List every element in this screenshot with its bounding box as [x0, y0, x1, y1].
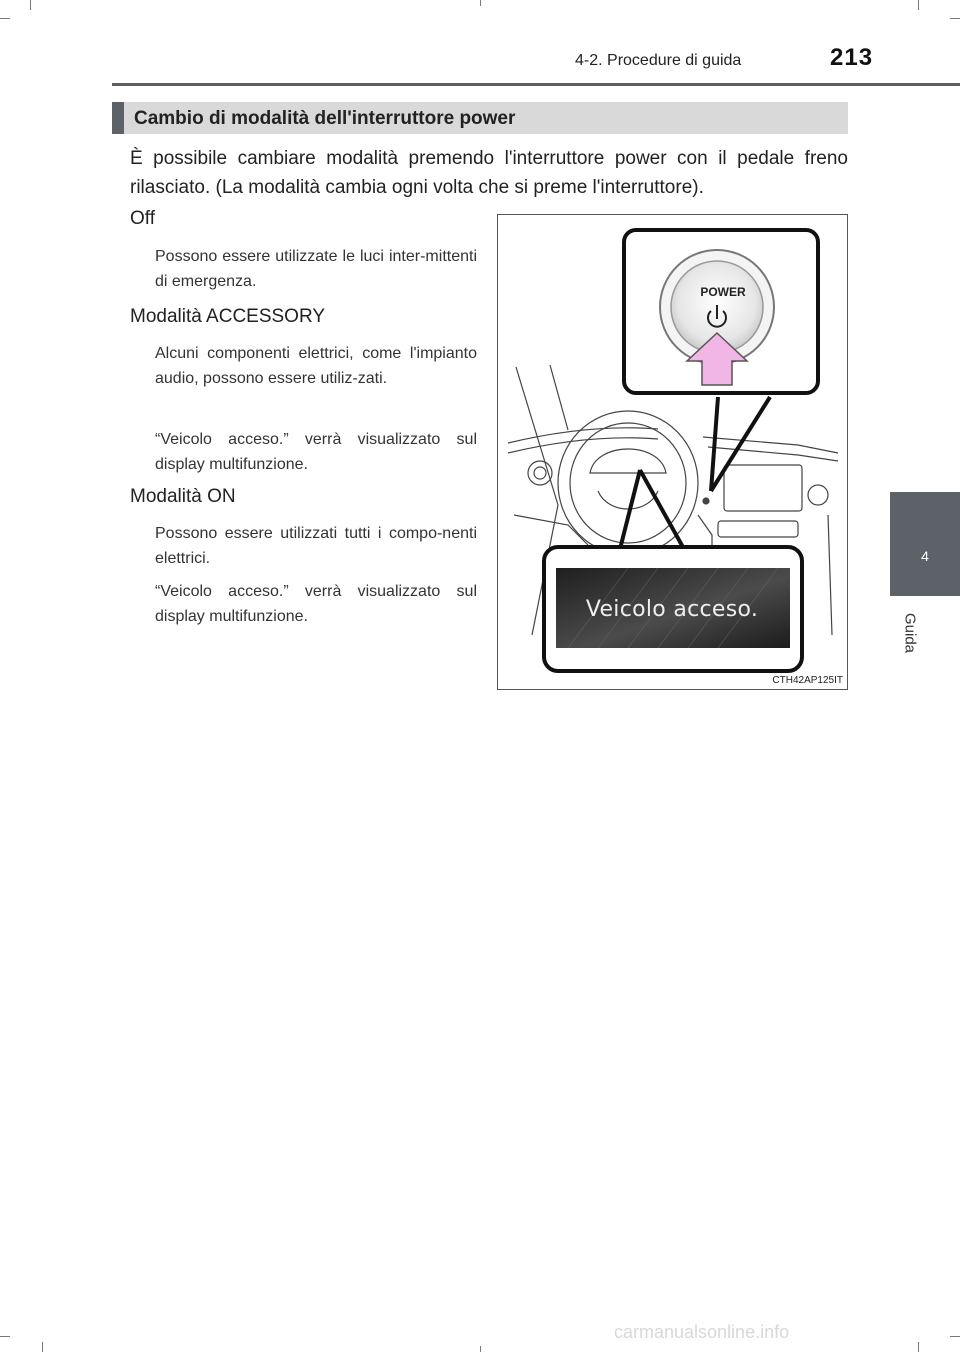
- crop-mark: [42, 1342, 43, 1352]
- mode-text-on-1: Possono essere utilizzati tutti i compo-nenti elettrici.: [155, 525, 477, 567]
- crop-mark: [950, 1336, 960, 1337]
- crop-mark: [480, 0, 481, 6]
- mode-text-on-2: “Veicolo acceso.” verrà visualizzato sul display multifunzione.: [155, 583, 477, 625]
- chapter-label: [895, 608, 925, 658]
- crop-mark: [950, 18, 960, 19]
- chapter-label-text: Guida: [901, 612, 919, 654]
- crop-mark: [480, 1346, 481, 1352]
- chapter-number: 4: [921, 548, 929, 564]
- header-divider: [112, 83, 960, 86]
- chapter-tab[interactable]: [890, 492, 960, 596]
- mode-title-accessory: Modalità ACCESSORY: [130, 306, 326, 327]
- mode-text-accessory-2: “Veicolo acceso.” verrà visualizzato sul display multifunzione.: [155, 431, 477, 473]
- crop-mark: [918, 1342, 919, 1352]
- watermark: carmanualsonline.info: [614, 1322, 790, 1342]
- page-number: 213: [830, 44, 874, 71]
- power-switch-illustration: [497, 214, 848, 690]
- section-heading-text: Cambio di modalità dell'interruttore power: [134, 108, 516, 129]
- crop-mark: [0, 1336, 10, 1337]
- crop-mark: [0, 18, 10, 19]
- mode-text-off: Possono essere utilizzate le luci inter-mittenti di emergenza.: [155, 248, 477, 290]
- power-button-label: POWER: [700, 285, 746, 299]
- intro-paragraph: È possibile cambiare modalità premendo l'interruttore power con il pedale freno rilasciato. (La modalità cambia ogni volta che si preme l'interruttore).: [130, 148, 848, 198]
- callout-connector: [711, 397, 770, 491]
- mode-title-on: Modalità ON: [130, 486, 236, 507]
- section-heading: [112, 102, 848, 134]
- crop-mark: [30, 0, 31, 10]
- mode-title-off: Off: [130, 208, 155, 229]
- figure-code: CTH42AP125IT: [772, 675, 843, 686]
- mode-text-accessory-1: Alcuni componenti elettrici, come l'impianto audio, possono essere utiliz-zati.: [155, 345, 477, 387]
- running-header: 4-2. Procedure di guida: [575, 52, 742, 69]
- display-message: Veicolo acceso.: [585, 596, 759, 622]
- crop-mark: [918, 0, 919, 10]
